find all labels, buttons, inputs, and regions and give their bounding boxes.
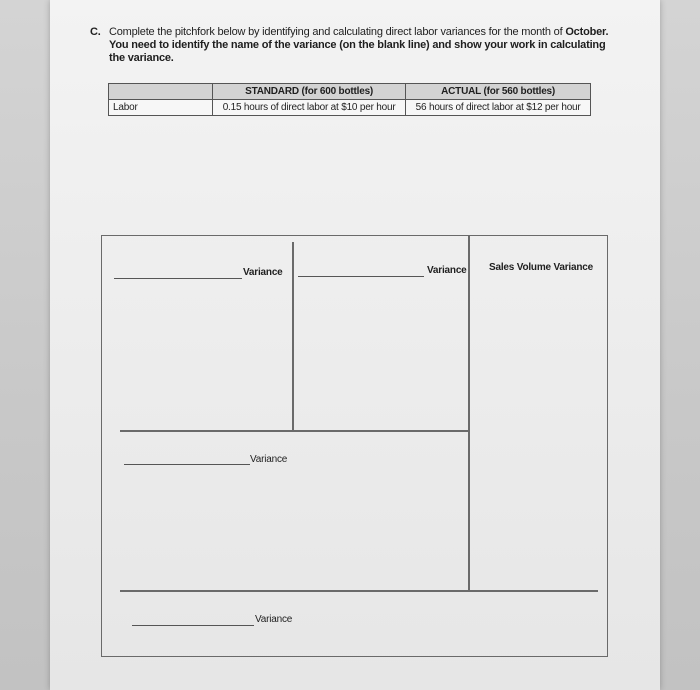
pitchfork-diagram bbox=[101, 235, 608, 657]
divider-bottom bbox=[120, 590, 598, 592]
labor-table bbox=[108, 83, 591, 116]
labor-row-actual: 56 hours of direct labor at $12 per hour bbox=[406, 100, 591, 116]
labor-table-header-blank bbox=[109, 84, 213, 100]
blank-line-bottom[interactable] bbox=[132, 625, 254, 626]
question-text-part1: Complete the pitchfork below by identifying and calculating direct labor variances for the month of bbox=[109, 26, 566, 38]
labor-table-row bbox=[109, 100, 591, 116]
labor-table-header-standard: STANDARD (for 600 bottles) bbox=[213, 84, 406, 100]
question-letter: C. bbox=[90, 26, 101, 38]
label-top-middle-variance: Variance bbox=[427, 265, 467, 276]
question-text bbox=[109, 26, 610, 65]
label-sales-volume-variance: Sales Volume Variance bbox=[489, 262, 594, 273]
question-text-part2: You need to identify the name of the variance (on the blank line) and show your work in calculating the variance. bbox=[109, 39, 606, 64]
question-month: October. bbox=[565, 26, 609, 38]
label-top-left-variance: Variance bbox=[243, 267, 283, 278]
labor-row-standard: 0.15 hours of direct labor at $10 per hour bbox=[213, 100, 406, 116]
label-middle-variance: Variance bbox=[250, 454, 288, 465]
question-prompt bbox=[90, 26, 610, 65]
divider-right-column bbox=[468, 236, 470, 592]
labor-table-header-row bbox=[109, 84, 591, 100]
divider-top-left bbox=[292, 242, 294, 432]
labor-row-label: Labor bbox=[109, 100, 213, 116]
label-bottom-variance: Variance bbox=[255, 614, 293, 625]
blank-line-middle[interactable] bbox=[124, 464, 250, 465]
labor-table-header-actual: ACTUAL (for 560 bottles) bbox=[406, 84, 591, 100]
blank-line-top-left[interactable] bbox=[114, 278, 242, 279]
divider-middle bbox=[120, 430, 468, 432]
blank-line-top-middle[interactable] bbox=[298, 276, 424, 277]
